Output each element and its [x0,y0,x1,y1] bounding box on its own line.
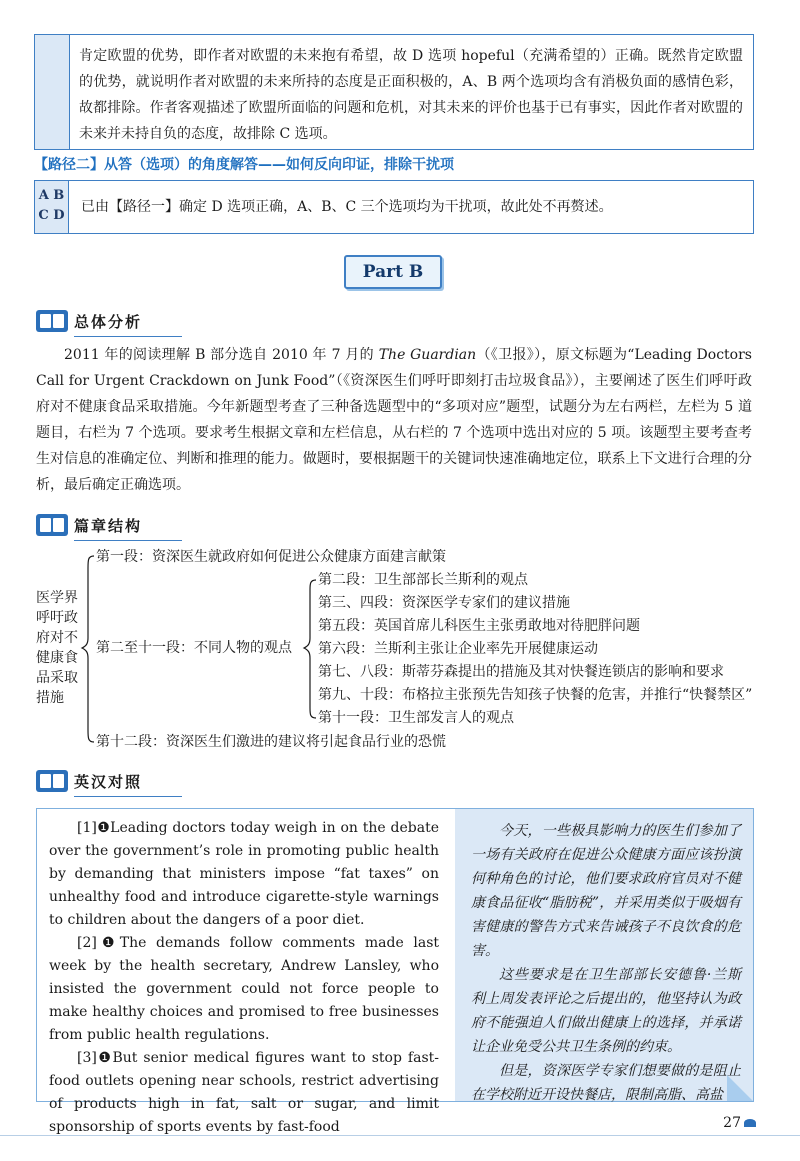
explanation-box-strip [35,35,70,149]
structure-bottom: 第十二段：资深医生们激进的建议将引起食品行业的恐慌 [96,734,446,750]
structure-tree [36,548,752,748]
analysis-text-after: （《卫报》），原文标题为“Leading Doctors Call for Urgent Crackdown on Junk Food”（《资深医生们呼吁即刻打击垃圾食品》），主要阐述了医生们呼吁政府对不健康食品采取措施。今年新题型考查了三种备选题型中的“多项对应”题型，试题分为左右两栏，左栏为 5 道题目，右栏为 7 个选项。要求考生根据文章和左栏信息，从右栏的 7 个选项中选出对应的 5 项。该题型主要考查考生对信息的准确定位、判断和推理的能力。做题时，要根据题干的关键词快速准确地定位，联系上下文进行合理的分析，最后确定正确选项。 [36,347,752,493]
structure-sub-item: 第七、八段：斯蒂芬森提出的措施及其对快餐连锁店的影响和要求 [318,664,724,680]
options-text: 已由【路径一】确定 D 选项正确，A、B、C 三个选项均为干扰项，故此处不再赘述。 [81,199,613,215]
chinese-column [455,809,753,1101]
heading-underline [74,796,182,797]
structure-root: 医学界呼吁政府对不健康食品采取措施 [36,590,78,706]
analysis-paragraph [36,342,752,498]
structure-middle: 第二至十一段：不同人物的观点 [96,640,292,656]
chinese-paragraph: 这些要求是在卫生部部长安德鲁·兰斯利上周发表评论之后提出的，他坚持认为政府不能强迫人们做出健康上的选择，并承诺让企业免受公共卫生条例的约束。 [471,967,741,1055]
structure-sub-item: 第六段：兰斯利主张让企业率先开展健康运动 [318,641,598,657]
structure-sub-item: 第十一段：卫生部发言人的观点 [318,710,514,726]
english-paragraph: [2]❶The demands follow comments made last week by the health secretary, Andrew Lansley, who insisted the government could not force people to make healthy choices and promised to free businesses from public health regulations. [49,935,439,1043]
structure-top: 第一段：资深医生就政府如何促进公众健康方面建言献策 [96,549,446,565]
book-icon [36,310,68,332]
options-label-top: A B [38,188,65,203]
english-column [49,817,439,1139]
book-icon [36,514,68,536]
heading-underline [74,336,182,337]
explanation-text: 肯定欧盟的优势，即作者对欧盟的未来抱有希望，故 D 选项 hopeful（充满希望的）正确。既然肯定欧盟的优势，就说明作者对欧盟的未来所持的态度是正面积极的，A、B 两个选项均含有消极负面的感情色彩，故都排除。作者客观描述了欧盟所面临的问题和危机，对其未来的评价也基于已有事实，因此作者对欧盟的未来并未持自负的态度，故排除 C 选项。 [79,48,743,142]
options-box [34,180,754,234]
book-icon [36,770,68,792]
chinese-paragraph: 今天，一些极具影响力的医生们参加了一场有关政府在促进公众健康方面应该扮演何种角色的讨论，他们要求政府官员对不健康食品征收“脂肪税”，并采用类似于吸烟有害健康的警告方式来告诫孩子不良饮食的危害。 [471,823,741,959]
page-curl-decoration [727,1075,753,1101]
route-two-title: 【路径二】从答（选项）的角度解答——如何反向印证，排除干扰项 [34,157,454,173]
analysis-source: The Guardian [378,347,477,363]
analysis-heading [36,308,142,334]
page-number-value: 27 [723,1115,741,1131]
structure-sub-item: 第三、四段：资深医学专家们的建议措施 [318,595,570,611]
chinese-paragraph: 但是，资深医学专家们想要做的是阻止在学校附近开设快餐店，限制高脂、高盐 [471,1063,741,1103]
structure-sub-item: 第二段：卫生部部长兰斯利的观点 [318,572,528,588]
analysis-heading-label: 总体分析 [74,312,143,331]
bilingual-heading-label: 英汉对照 [74,772,143,791]
options-label [35,181,69,233]
hat-icon [744,1119,756,1127]
page-number [723,1115,756,1131]
structure-heading [36,512,142,538]
structure-sub-item: 第五段：英国首席儿科医生主张勇敢地对待肥胖问题 [318,618,640,634]
english-paragraph: [1]❶Leading doctors today weigh in on the debate over the government’s role in promoting public health by demanding that ministers impose “fat taxes” on unhealthy food and introduce cigarette-style warnings to children about the dangers of a poor diet. [49,820,439,928]
bilingual-heading [36,768,142,794]
heading-underline [74,540,182,541]
options-label-bottom: C D [38,208,65,223]
analysis-text-before: 2011 年的阅读理解 B 部分选自 2010 年 7 月的 [64,347,379,363]
explanation-box [34,34,754,150]
part-b-title: Part B [344,255,442,289]
english-paragraph: [3]❶But senior medical figures want to stop fast-food outlets opening near schools, restrict advertising of products high in fat, salt or sugar, and limit sponsorship of sports events by fast-food [49,1050,439,1135]
footer-rule [0,1135,800,1136]
structure-sub-item: 第九、十段：布格拉主张预先告知孩子快餐的危害，并推行“快餐禁区” [318,687,753,703]
structure-heading-label: 篇章结构 [74,516,143,535]
